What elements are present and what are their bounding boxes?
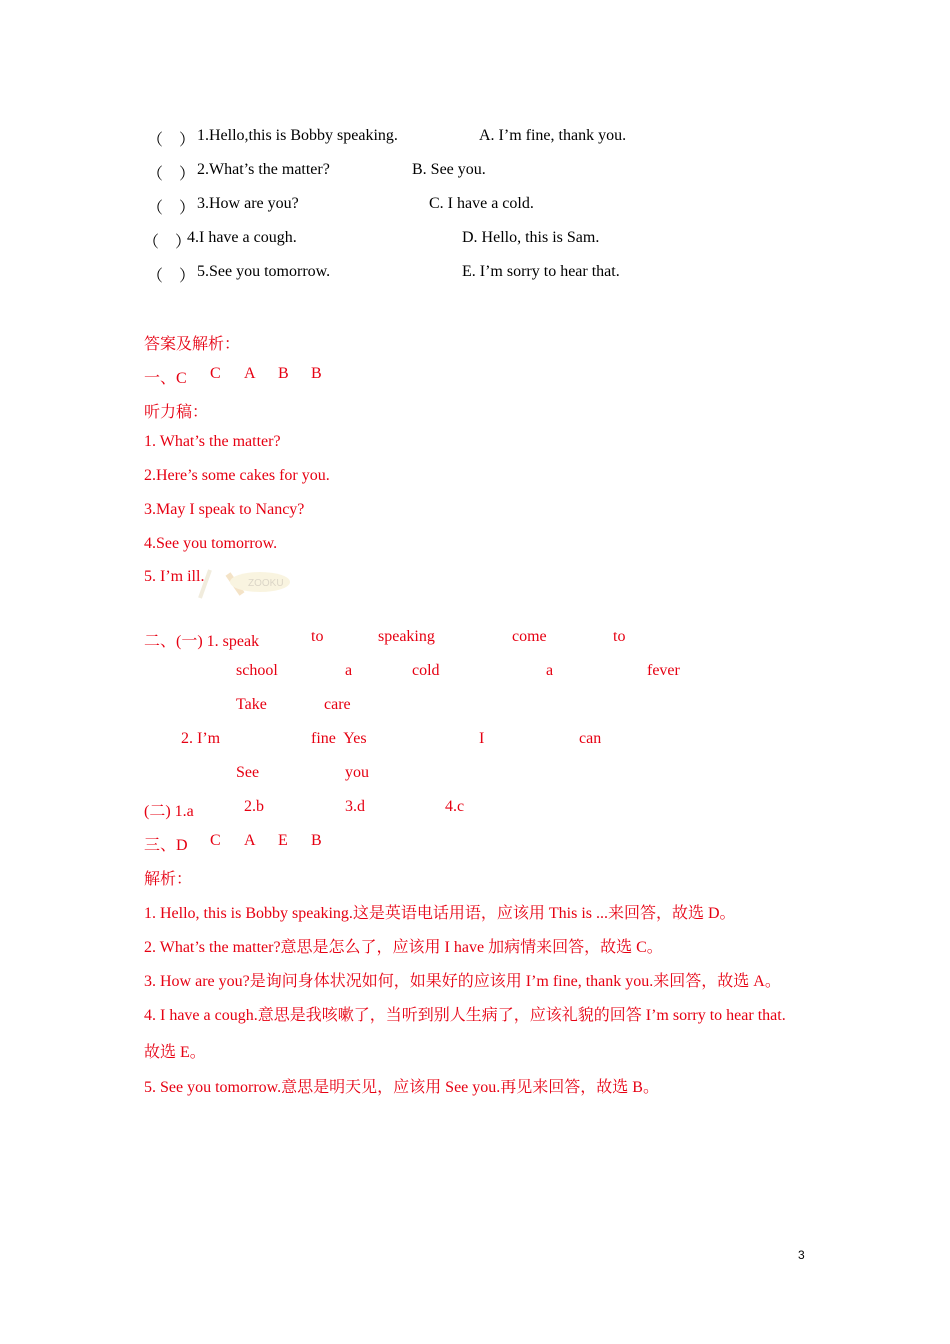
part2-word: a: [345, 662, 353, 679]
matching-answer: C. I have a cold.: [429, 195, 534, 212]
analysis-line: 5. See you tomorrow.意思是明天见，应该用 See you.再见来回答，故选 B。: [144, 1079, 659, 1096]
part2-word: to: [613, 628, 626, 645]
matching-question: 4.I have a cough.: [187, 229, 297, 246]
analysis-line: 2. What’s the matter?意思是怎么了，应该用 I have 加病情来回答，故选 C。: [144, 939, 663, 956]
analysis-line: 1. Hello, this is Bobby speaking.这是英语电话用语，应该用 This is ...来回答，故选 D。: [144, 905, 736, 922]
matching-blank: （ ）: [147, 166, 196, 183]
matching-blank: （ ）: [147, 268, 196, 285]
watermark-logo: [190, 564, 330, 600]
watermark-text: ZOOKU: [248, 578, 284, 589]
part2-word: fever: [647, 662, 680, 679]
part2-word: Take: [236, 696, 267, 713]
part2-word: you: [345, 764, 369, 781]
part2-word: care: [324, 696, 351, 713]
matching-blank: （ ）: [147, 200, 196, 217]
matching-question: 3.How are you?: [197, 195, 299, 212]
part1-choice: B: [311, 365, 322, 382]
part2-word: school: [236, 662, 278, 679]
matching-blank: （ ）: [147, 132, 196, 149]
answers-heading: 答案及解析：: [144, 336, 241, 353]
part1-choice: B: [278, 365, 289, 382]
script-line: 2.Here’s some cakes for you.: [144, 467, 330, 484]
part2-sub2: 4.c: [445, 798, 465, 815]
matching-answer: B. See you.: [412, 161, 486, 178]
matching-answer: E. I’m sorry to hear that.: [462, 263, 620, 280]
part2-label: 二、(一) 1. speak: [144, 633, 260, 650]
part2-word: can: [579, 730, 602, 747]
matching-answer: A. I’m fine, thank you.: [479, 127, 627, 144]
part2-word: 2. I’m: [181, 730, 221, 747]
matching-answer: D. Hello, this is Sam.: [462, 229, 600, 246]
matching-question: 5.See you tomorrow.: [197, 263, 331, 280]
script-line: 4.See you tomorrow.: [144, 535, 278, 552]
part2-word: come: [512, 628, 547, 645]
part1-choice: A: [244, 365, 256, 382]
part3-label: 三、D: [144, 837, 188, 854]
matching-question: 1.Hello,this is Bobby speaking.: [197, 127, 398, 144]
part2-word: a: [546, 662, 554, 679]
analysis-line: 故选 E。: [144, 1044, 206, 1061]
part2-sub2: 2.b: [244, 798, 264, 815]
analysis-line: 4. I have a cough.意思是我咳嗽了，当听到别人生病了，应该礼貌的回答 I’m sorry to hear that.: [144, 1007, 786, 1024]
page-number: 3: [798, 1248, 805, 1262]
part3-choice: B: [311, 832, 322, 849]
part1-choice: C: [210, 365, 221, 382]
matching-blank: （ ）: [143, 234, 192, 251]
part2-word: I: [479, 730, 485, 747]
part2-word: fine Yes: [311, 730, 367, 747]
part2-word: See: [236, 764, 260, 781]
part2-sub2: (二) 1.a: [144, 803, 194, 820]
analysis-heading: 解析：: [144, 871, 193, 888]
part3-choice: A: [244, 832, 256, 849]
part1-label: 一、C: [144, 370, 187, 387]
matching-question: 2.What’s the matter?: [197, 161, 330, 178]
part2-sub2: 3.d: [345, 798, 365, 815]
part3-choice: E: [278, 832, 288, 849]
analysis-line: 3. How are you?是询问身体状况如何，如果好的应该用 I’m fine, thank you.来回答，故选 A。: [144, 973, 781, 990]
part3-choice: C: [210, 832, 221, 849]
script-line: 1. What’s the matter?: [144, 433, 281, 450]
script-line: 3.May I speak to Nancy?: [144, 501, 305, 518]
part2-word: cold: [412, 662, 440, 679]
script-heading: 听力稿：: [144, 404, 209, 421]
part2-word: to: [311, 628, 324, 645]
script-line: 5. I’m ill.: [144, 568, 205, 585]
part2-word: speaking: [378, 628, 435, 645]
